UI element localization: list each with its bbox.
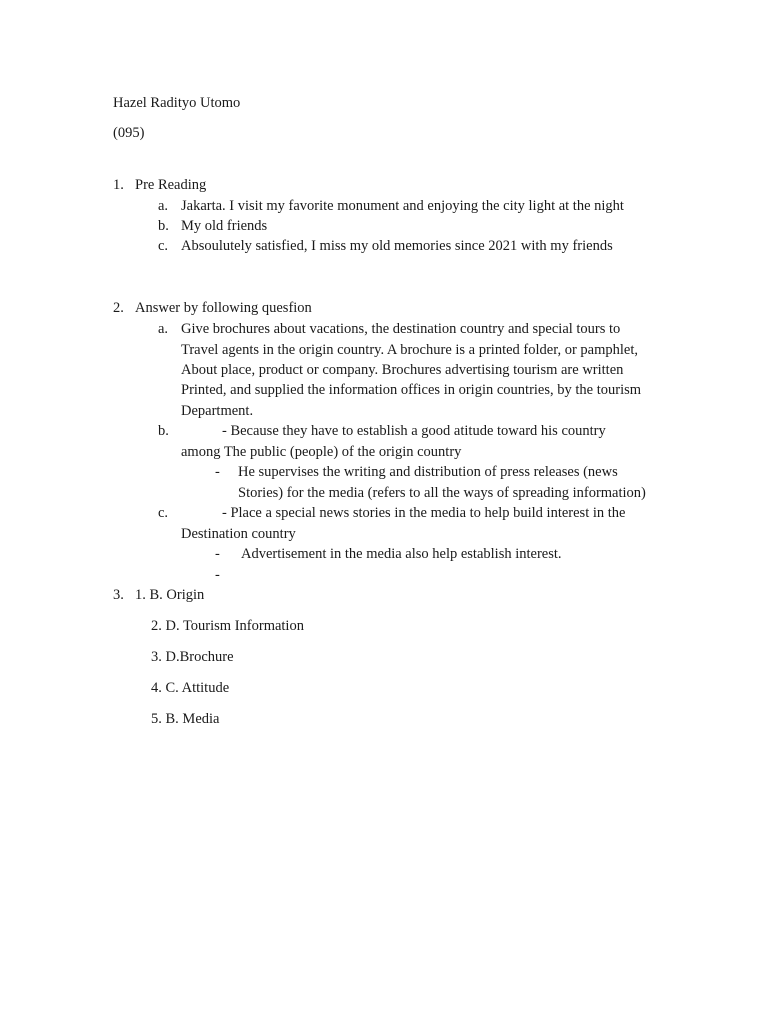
- section2-c-line: Destination country: [181, 526, 296, 542]
- author-number: (095): [113, 125, 145, 141]
- section2-a-marker: a.: [158, 321, 169, 337]
- section2-c-sub-line: Advertisement in the media also help establish interest.: [241, 546, 562, 562]
- section3-answer: 2. D. Tourism Information: [151, 618, 304, 634]
- section3-marker: 3.: [113, 587, 124, 603]
- section1-marker: 1.: [113, 177, 124, 193]
- section1-item-a-marker: a.: [158, 198, 169, 214]
- section2-title: Answer by following quesfion: [135, 300, 312, 316]
- section2-b-marker: b.: [158, 423, 169, 439]
- section2-marker: 2.: [113, 300, 124, 316]
- section1-item-b-marker: b.: [158, 218, 169, 234]
- section2-c-marker: c.: [158, 505, 169, 521]
- section2-a-line: Give brochures about vacations, the destination country and special tours to: [181, 321, 621, 337]
- section1-title: Pre Reading: [135, 177, 207, 193]
- section1-item-b-text: My old friends: [181, 218, 268, 234]
- section2-b-line: - Because they have to establish a good atitude toward his country: [222, 423, 606, 439]
- section2-a-line: Travel agents in the origin country. A brochure is a printed folder, or pamphlet,: [181, 342, 639, 358]
- section3-answer: 1. B. Origin: [135, 587, 205, 603]
- section2-c-sub-dash: -: [215, 546, 220, 562]
- section2-a-line: Printed, and supplied the information offices in origin countries, by the tourism: [181, 382, 642, 398]
- section1-item-a-text: Jakarta. I visit my favorite monument and enjoying the city light at the night: [181, 198, 624, 214]
- section2-b-sub-line: Stories) for the media (refers to all the ways of spreading information): [238, 485, 646, 501]
- section3-answer: 4. C. Attitude: [151, 680, 230, 696]
- section2-a-line: About place, product or company. Brochures advertising tourism are written: [181, 362, 624, 378]
- section3-answer: 3. D.Brochure: [151, 649, 234, 665]
- section2-b-line: among The public (people) of the origin country: [181, 444, 462, 460]
- section1-item-c-marker: c.: [158, 238, 169, 254]
- section2-b-sub-dash: -: [215, 464, 220, 480]
- section2-c-sub-dash: -: [215, 567, 220, 583]
- section2-b-sub-line: He supervises the writing and distribution of press releases (news: [238, 464, 618, 480]
- section1-item-c-text: Absoulutely satisfied, I miss my old memories since 2021 with my friends: [181, 238, 613, 254]
- author-name: Hazel Radityo Utomo: [113, 95, 241, 111]
- section2-c-line: - Place a special news stories in the media to help build interest in the: [222, 505, 626, 521]
- section3-answer: 5. B. Media: [151, 711, 220, 727]
- section2-a-line: Department.: [181, 403, 254, 419]
